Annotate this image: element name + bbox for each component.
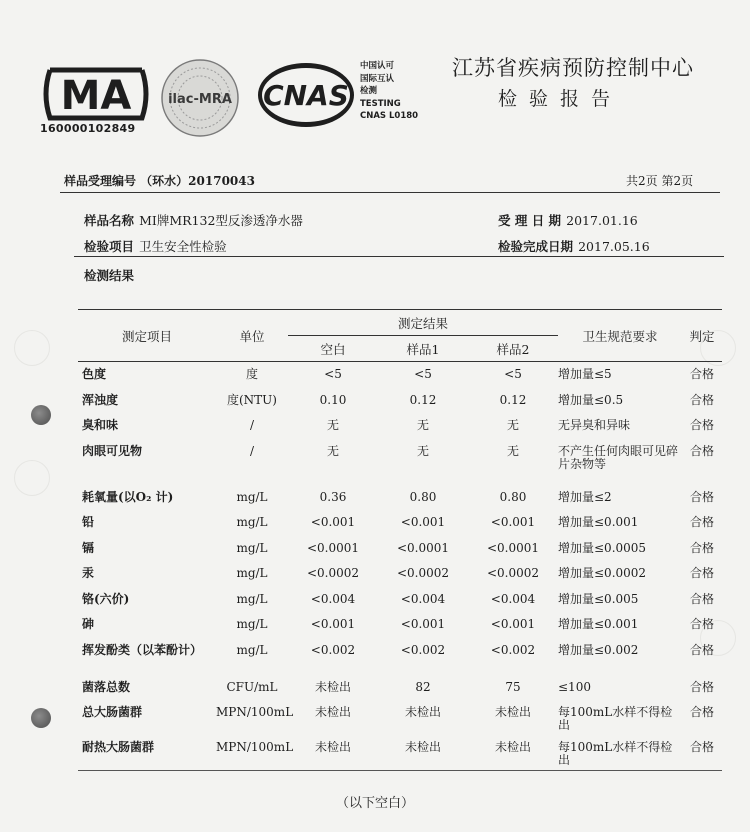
- ma-logo: [40, 62, 152, 126]
- row-sample2-value: <0.002: [490, 642, 536, 657]
- row-blank-value: <5: [324, 367, 342, 381]
- finish-date-row: [498, 236, 650, 255]
- table-row: [78, 413, 722, 439]
- row-sample2-value: 无: [506, 417, 519, 432]
- row-sample1-value: <0.001: [400, 514, 446, 529]
- row-sample1-value: 82: [415, 679, 431, 694]
- row-item-name: 浑浊度: [82, 392, 119, 407]
- ilac-text: ilac-MRA: [168, 92, 232, 107]
- punch-hole: [31, 708, 51, 728]
- row-unit: mg/L: [236, 540, 268, 555]
- row-requirement: 增加量≤5: [558, 367, 612, 381]
- row-item-name: 铬(六价): [82, 591, 130, 606]
- meta-rule: [74, 256, 724, 257]
- background-stain: [14, 330, 50, 366]
- row-requirement: 不产生任何肉眼可见碎片杂物等: [558, 443, 679, 471]
- row-sample2-value: <0.001: [490, 514, 536, 529]
- row-requirement: 无异臭和异味: [558, 417, 631, 432]
- receive-date-row: [498, 210, 638, 229]
- row-judgement: 合格: [689, 514, 714, 529]
- row-sample1-value: <0.0002: [396, 565, 450, 580]
- row-judgement: 合格: [689, 565, 714, 580]
- row-blank-value: <0.002: [310, 642, 356, 657]
- row-item-name: 砷: [82, 616, 95, 631]
- cnas-logo: [254, 58, 358, 132]
- row-judgement: 合格: [689, 392, 714, 407]
- ma-logo-text: MA: [60, 73, 132, 119]
- row-requirement: 增加量≤0.0002: [558, 565, 647, 580]
- row-sample1-value: <0.004: [400, 591, 446, 606]
- row-item-name: 挥发酚类（以苯酚计）: [82, 642, 203, 657]
- row-judgement: 合格: [689, 443, 714, 458]
- sample-name-value: MI牌MR132型反渗透净水器: [139, 213, 303, 228]
- header-rule: [60, 192, 720, 193]
- test-item-row: [84, 236, 227, 255]
- row-judgement: 合格: [689, 591, 714, 606]
- row-blank-value: <0.0001: [306, 540, 360, 555]
- finish-date-label: 检验完成日期: [498, 239, 574, 254]
- test-item-label: 检验项目: [84, 239, 135, 254]
- row-requirement: ≤100: [558, 679, 591, 694]
- table-row: [78, 675, 722, 700]
- header-sample1: 样品1: [378, 336, 468, 362]
- row-blank-value: <0.001: [310, 514, 356, 529]
- header-requirement: 卫生规范要求: [558, 310, 682, 362]
- row-unit: /: [249, 417, 255, 432]
- sample-name-row: [84, 210, 303, 229]
- cert-number: 160000102849: [40, 122, 136, 135]
- row-item-name: 臭和味: [82, 417, 119, 432]
- report-title: 检验报告: [498, 88, 623, 110]
- row-sample2-value: <0.0001: [486, 540, 540, 555]
- row-judgement: 合格: [689, 489, 714, 504]
- row-judgement: 合格: [689, 704, 714, 719]
- row-requirement: 每100mL水样不得检出: [558, 704, 673, 732]
- row-sample2-value: 未检出: [468, 735, 558, 771]
- row-requirement: 增加量≤0.5: [558, 392, 624, 407]
- row-item-name: 菌落总数: [82, 679, 131, 694]
- row-blank-value: 未检出: [314, 704, 351, 719]
- header-blank: 空白: [288, 336, 378, 362]
- row-sample2-value: <5: [504, 367, 522, 381]
- row-unit: mg/L: [236, 565, 268, 580]
- row-sample1-value: 未检出: [378, 735, 468, 771]
- row-judgement: 合格: [689, 616, 714, 631]
- row-judgement: 合格: [689, 417, 714, 432]
- table-row: [78, 362, 722, 388]
- row-blank-value: <0.0002: [306, 565, 360, 580]
- row-blank-value: <0.001: [310, 616, 356, 631]
- table-row: [78, 700, 722, 735]
- receive-date-label: 受 理 日 期: [498, 213, 562, 228]
- table-row: [78, 735, 722, 771]
- row-blank-value: 未检出: [314, 679, 351, 694]
- row-requirement: 增加量≤0.0005: [558, 540, 647, 555]
- row-sample2-value: <0.0002: [486, 565, 540, 580]
- row-sample2-value: <0.001: [490, 616, 536, 631]
- row-judgement: 合格: [689, 540, 714, 555]
- row-item-name: 肉眼可见物: [82, 443, 143, 458]
- row-unit: mg/L: [236, 514, 268, 529]
- cnas-line: 国际互认: [360, 73, 395, 84]
- row-unit: 度: [245, 367, 258, 381]
- row-sample1-value: 0.12: [409, 392, 437, 407]
- end-note: （以下空白）: [335, 796, 414, 811]
- header-unit: 单位: [216, 310, 288, 362]
- row-blank-value: 无: [326, 443, 339, 458]
- row-sample2-value: 0.12: [499, 392, 527, 407]
- row-unit: /: [249, 443, 255, 458]
- row-sample1-value: 未检出: [404, 704, 441, 719]
- cnas-line: 中国认可: [360, 61, 395, 71]
- row-sample2-value: <0.004: [490, 591, 536, 606]
- header-sample2: 样品2: [468, 336, 558, 362]
- cnas-line: CNAS L0180: [360, 111, 419, 122]
- row-sample1-value: <0.002: [400, 642, 446, 657]
- row-unit: mg/L: [236, 642, 268, 657]
- table-row: [78, 587, 722, 612]
- row-sample1-value: 无: [416, 417, 429, 432]
- row-blank-value: 无: [326, 417, 339, 432]
- row-sample2-value: 75: [505, 679, 521, 694]
- row-blank-value: 0.36: [319, 489, 347, 504]
- table-row: [78, 561, 722, 587]
- table-row: [78, 612, 722, 638]
- row-unit: mg/L: [236, 616, 268, 631]
- test-item-value: 卫生安全性检验: [139, 239, 227, 254]
- sample-name-label: 样品名称: [84, 213, 135, 228]
- row-requirement: 每100mL水样不得检出: [558, 735, 682, 771]
- table-row: [78, 510, 722, 536]
- cnas-line: TESTING: [360, 98, 401, 109]
- table-row: [78, 536, 722, 561]
- org-name: 江苏省疾病预防控制中心: [452, 56, 694, 80]
- row-judgement: 合格: [689, 679, 714, 694]
- row-requirement: 增加量≤0.001: [558, 514, 639, 529]
- row-unit: MPN/100mL: [216, 735, 288, 771]
- cnas-text: CNAS: [263, 79, 349, 112]
- finish-date-value: 2017.05.16: [578, 239, 650, 254]
- results-table: [78, 309, 722, 771]
- row-blank-value: 未检出: [288, 735, 378, 771]
- header-item: 测定项目: [78, 310, 216, 362]
- row-sample1-value: 无: [416, 443, 429, 458]
- row-item-name: 耗氧量(以O₂ 计): [82, 489, 174, 504]
- row-item-name: 汞: [82, 565, 95, 580]
- row-sample1-value: 0.80: [409, 489, 437, 504]
- background-stain: [14, 460, 50, 496]
- row-judgement: 合格: [682, 735, 722, 771]
- cnas-caption: [360, 60, 418, 123]
- row-sample1-value: <0.001: [400, 616, 446, 631]
- row-item-name: 总大肠菌群: [82, 704, 143, 719]
- row-unit: mg/L: [236, 489, 268, 504]
- page-info: 共2页 第2页: [626, 174, 694, 188]
- row-unit: mg/L: [236, 591, 268, 606]
- row-requirement: 增加量≤0.001: [558, 616, 639, 631]
- cnas-line: 检测: [360, 86, 378, 97]
- row-sample2-value: 无: [506, 443, 519, 458]
- row-requirement: 增加量≤0.005: [558, 591, 639, 606]
- row-item-name: 镉: [82, 540, 95, 555]
- table-row: [78, 638, 722, 675]
- header-results: 测定结果: [288, 310, 558, 336]
- receive-date-value: 2017.01.16: [566, 213, 638, 228]
- row-judgement: 合格: [689, 367, 714, 381]
- row-unit: CFU/mL: [226, 679, 278, 694]
- row-unit: MPN/100mL: [216, 704, 294, 719]
- punch-hole: [31, 405, 51, 425]
- table-row: [78, 439, 722, 485]
- section-title: 检测结果: [84, 268, 135, 283]
- row-item-name: 色度: [82, 367, 107, 381]
- row-sample1-value: <0.0001: [396, 540, 450, 555]
- table-row: [78, 388, 722, 413]
- row-item-name: 铅: [82, 514, 95, 529]
- accept-number: 样品受理编号 （环水）20170043: [64, 174, 255, 188]
- row-sample1-value: <5: [414, 367, 432, 381]
- row-sample2-value: 0.80: [499, 489, 527, 504]
- row-item-name: 耐热大肠菌群: [78, 735, 216, 771]
- row-unit: 度(NTU): [227, 392, 277, 407]
- row-blank-value: 0.10: [319, 392, 347, 407]
- table-row: [78, 485, 722, 510]
- row-blank-value: <0.004: [310, 591, 356, 606]
- header-judgement: 判定: [682, 310, 722, 362]
- row-requirement: 增加量≤0.002: [558, 642, 639, 657]
- row-sample2-value: 未检出: [494, 704, 531, 719]
- row-requirement: 增加量≤2: [558, 489, 612, 504]
- ilac-mra-logo: [158, 56, 242, 140]
- row-judgement: 合格: [689, 642, 714, 657]
